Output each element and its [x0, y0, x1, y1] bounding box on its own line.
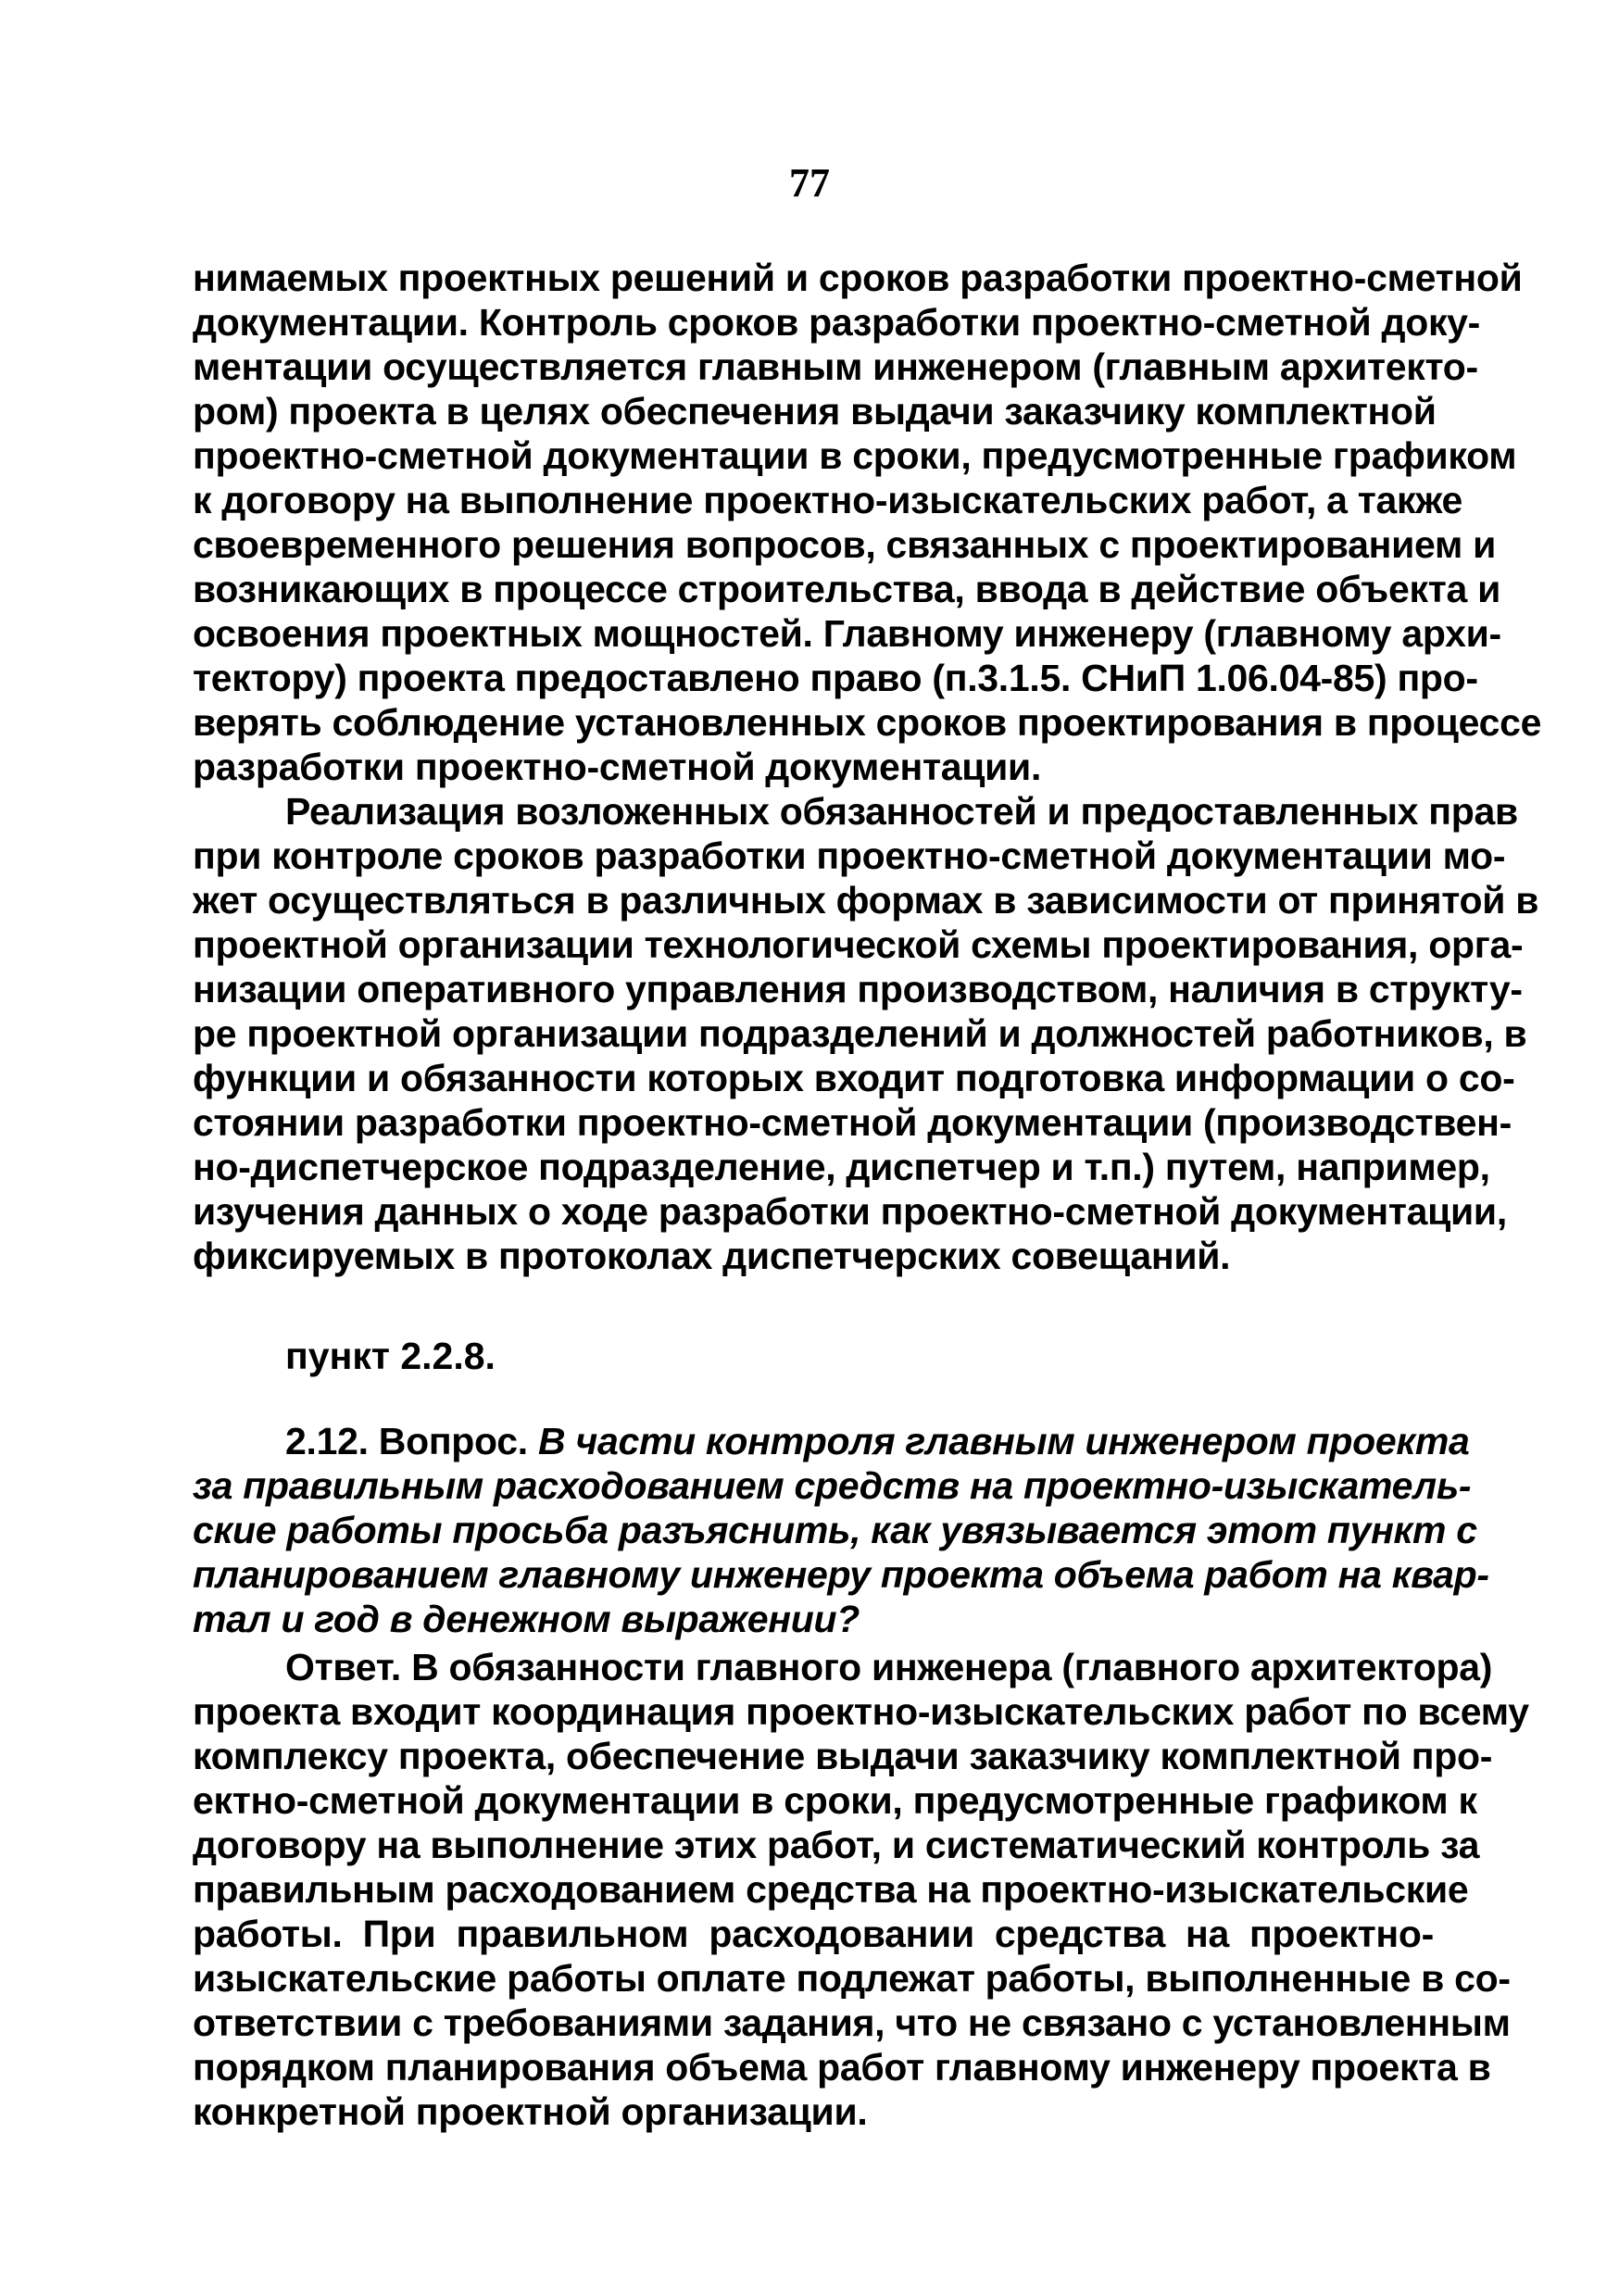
answer-line: изыскательские работы оплате подлежат работы, выполненные в со-: [193, 1957, 1511, 2000]
answer-line: договору на выполнение этих работ, и систематический контроль за: [193, 1824, 1480, 1866]
question-line: тал и год в денежном выражении?: [193, 1598, 860, 1640]
paragraph1-line: разработки проектно-сметной документации.: [193, 746, 1042, 788]
question-first-text: В части контроля главным инженером проекта: [537, 1420, 1470, 1462]
paragraph2-line: изучения данных о ходе разработки проектно-сметной документации,: [193, 1190, 1507, 1233]
answer-line: правильным расходованием средства на проектно-изыскательские: [193, 1868, 1469, 1911]
question-line: ские работы просьба разъяснить, как увязывается этот пункт с: [193, 1509, 1477, 1551]
answer-line: работы. При правильном расходовании средства на проектно-: [193, 1913, 1434, 1955]
paragraph2-line: низации оперативного управления производством, наличия в структу-: [193, 968, 1523, 1010]
paragraph1-line: проектно-сметной документации в сроки, предусмотренные графиком: [193, 434, 1517, 477]
paragraph1-line: своевременного решения вопросов, связанных с проектированием и: [193, 523, 1496, 566]
paragraph1-line: ром) проекта в целях обеспечения выдачи заказчику комплектной: [193, 390, 1437, 433]
paragraph2-line: фиксируемых в протоколах диспетчерских совещаний.: [193, 1235, 1231, 1277]
paragraph2-line: стоянии разработки проектно-сметной документации (производствен-: [193, 1101, 1512, 1144]
question-line: планированием главному инженеру проекта объема работ на квар-: [193, 1553, 1489, 1596]
question-line: за правильным расходованием средств на проектно-изыскатель-: [193, 1464, 1472, 1507]
answer-label: Ответ.: [285, 1646, 401, 1688]
question-label: 2.12. Вопрос.: [285, 1420, 528, 1462]
answer-line: ответствии с требованиями задания, что не связано с установленным: [193, 2001, 1511, 2044]
paragraph1-line: возникающих в процессе строительства, ввода в действие объекта и: [193, 568, 1501, 610]
paragraph2-line: жет осуществляться в различных формах в зависимости от принятой в: [193, 879, 1539, 922]
answer-line: порядком планирования объема работ главному инженеру проекта в: [193, 2046, 1491, 2089]
paragraph1-line: к договору на выполнение проектно-изыскательских работ, а также: [193, 479, 1462, 521]
answer-line: проекта входит координация проектно-изыскательских работ по всему: [193, 1690, 1529, 1733]
answer-line: конкретной проектной организации.: [193, 2090, 868, 2133]
answer-first-line: [285, 1645, 1493, 1689]
paragraph2-line: Реализация возложенных обязанностей и предоставленных прав: [285, 790, 1518, 833]
paragraph2-line: функции и обязанности которых входит подготовка информации о со-: [193, 1057, 1515, 1099]
paragraph2-line: но-диспетчерское подразделение, диспетчер и т.п.) путем, например,: [193, 1146, 1490, 1188]
paragraph1-line: нимаемых проектных решений и сроков разработки проектно-сметной: [193, 257, 1523, 299]
paragraph1-line: освоения проектных мощностей. Главному инженеру (главному архи-: [193, 612, 1501, 655]
answer-line: ектно-сметной документации в сроки, предусмотренные графиком к: [193, 1779, 1477, 1822]
paragraph1-line: верять соблюдение установленных сроков проектирования в процессе: [193, 701, 1542, 744]
answer-first-text: В обязанности главного инженера (главного архитектора): [411, 1646, 1493, 1688]
paragraph1-line: тектору) проекта предоставлено право (п.3.1.5. СНиП 1.06.04-85) про-: [193, 657, 1478, 699]
question-first-line: [285, 1419, 1470, 1463]
paragraph2-line: проектной организации технологической схемы проектирования, орга-: [193, 923, 1524, 966]
section-heading: пункт 2.2.8.: [285, 1335, 496, 1377]
paragraph2-line: ре проектной организации подразделений и должностей работников, в: [193, 1012, 1527, 1055]
paragraph1-line: документации. Контроль сроков разработки проектно-сметной доку-: [193, 301, 1481, 344]
page-number: 77: [789, 160, 830, 206]
answer-line: комплексу проекта, обеспечение выдачи заказчику комплектной про-: [193, 1735, 1493, 1777]
paragraph1-line: ментации осуществляется главным инженером (главным архитекто-: [193, 345, 1478, 388]
paragraph2-line: при контроле сроков разработки проектно-сметной документации мо-: [193, 834, 1506, 877]
